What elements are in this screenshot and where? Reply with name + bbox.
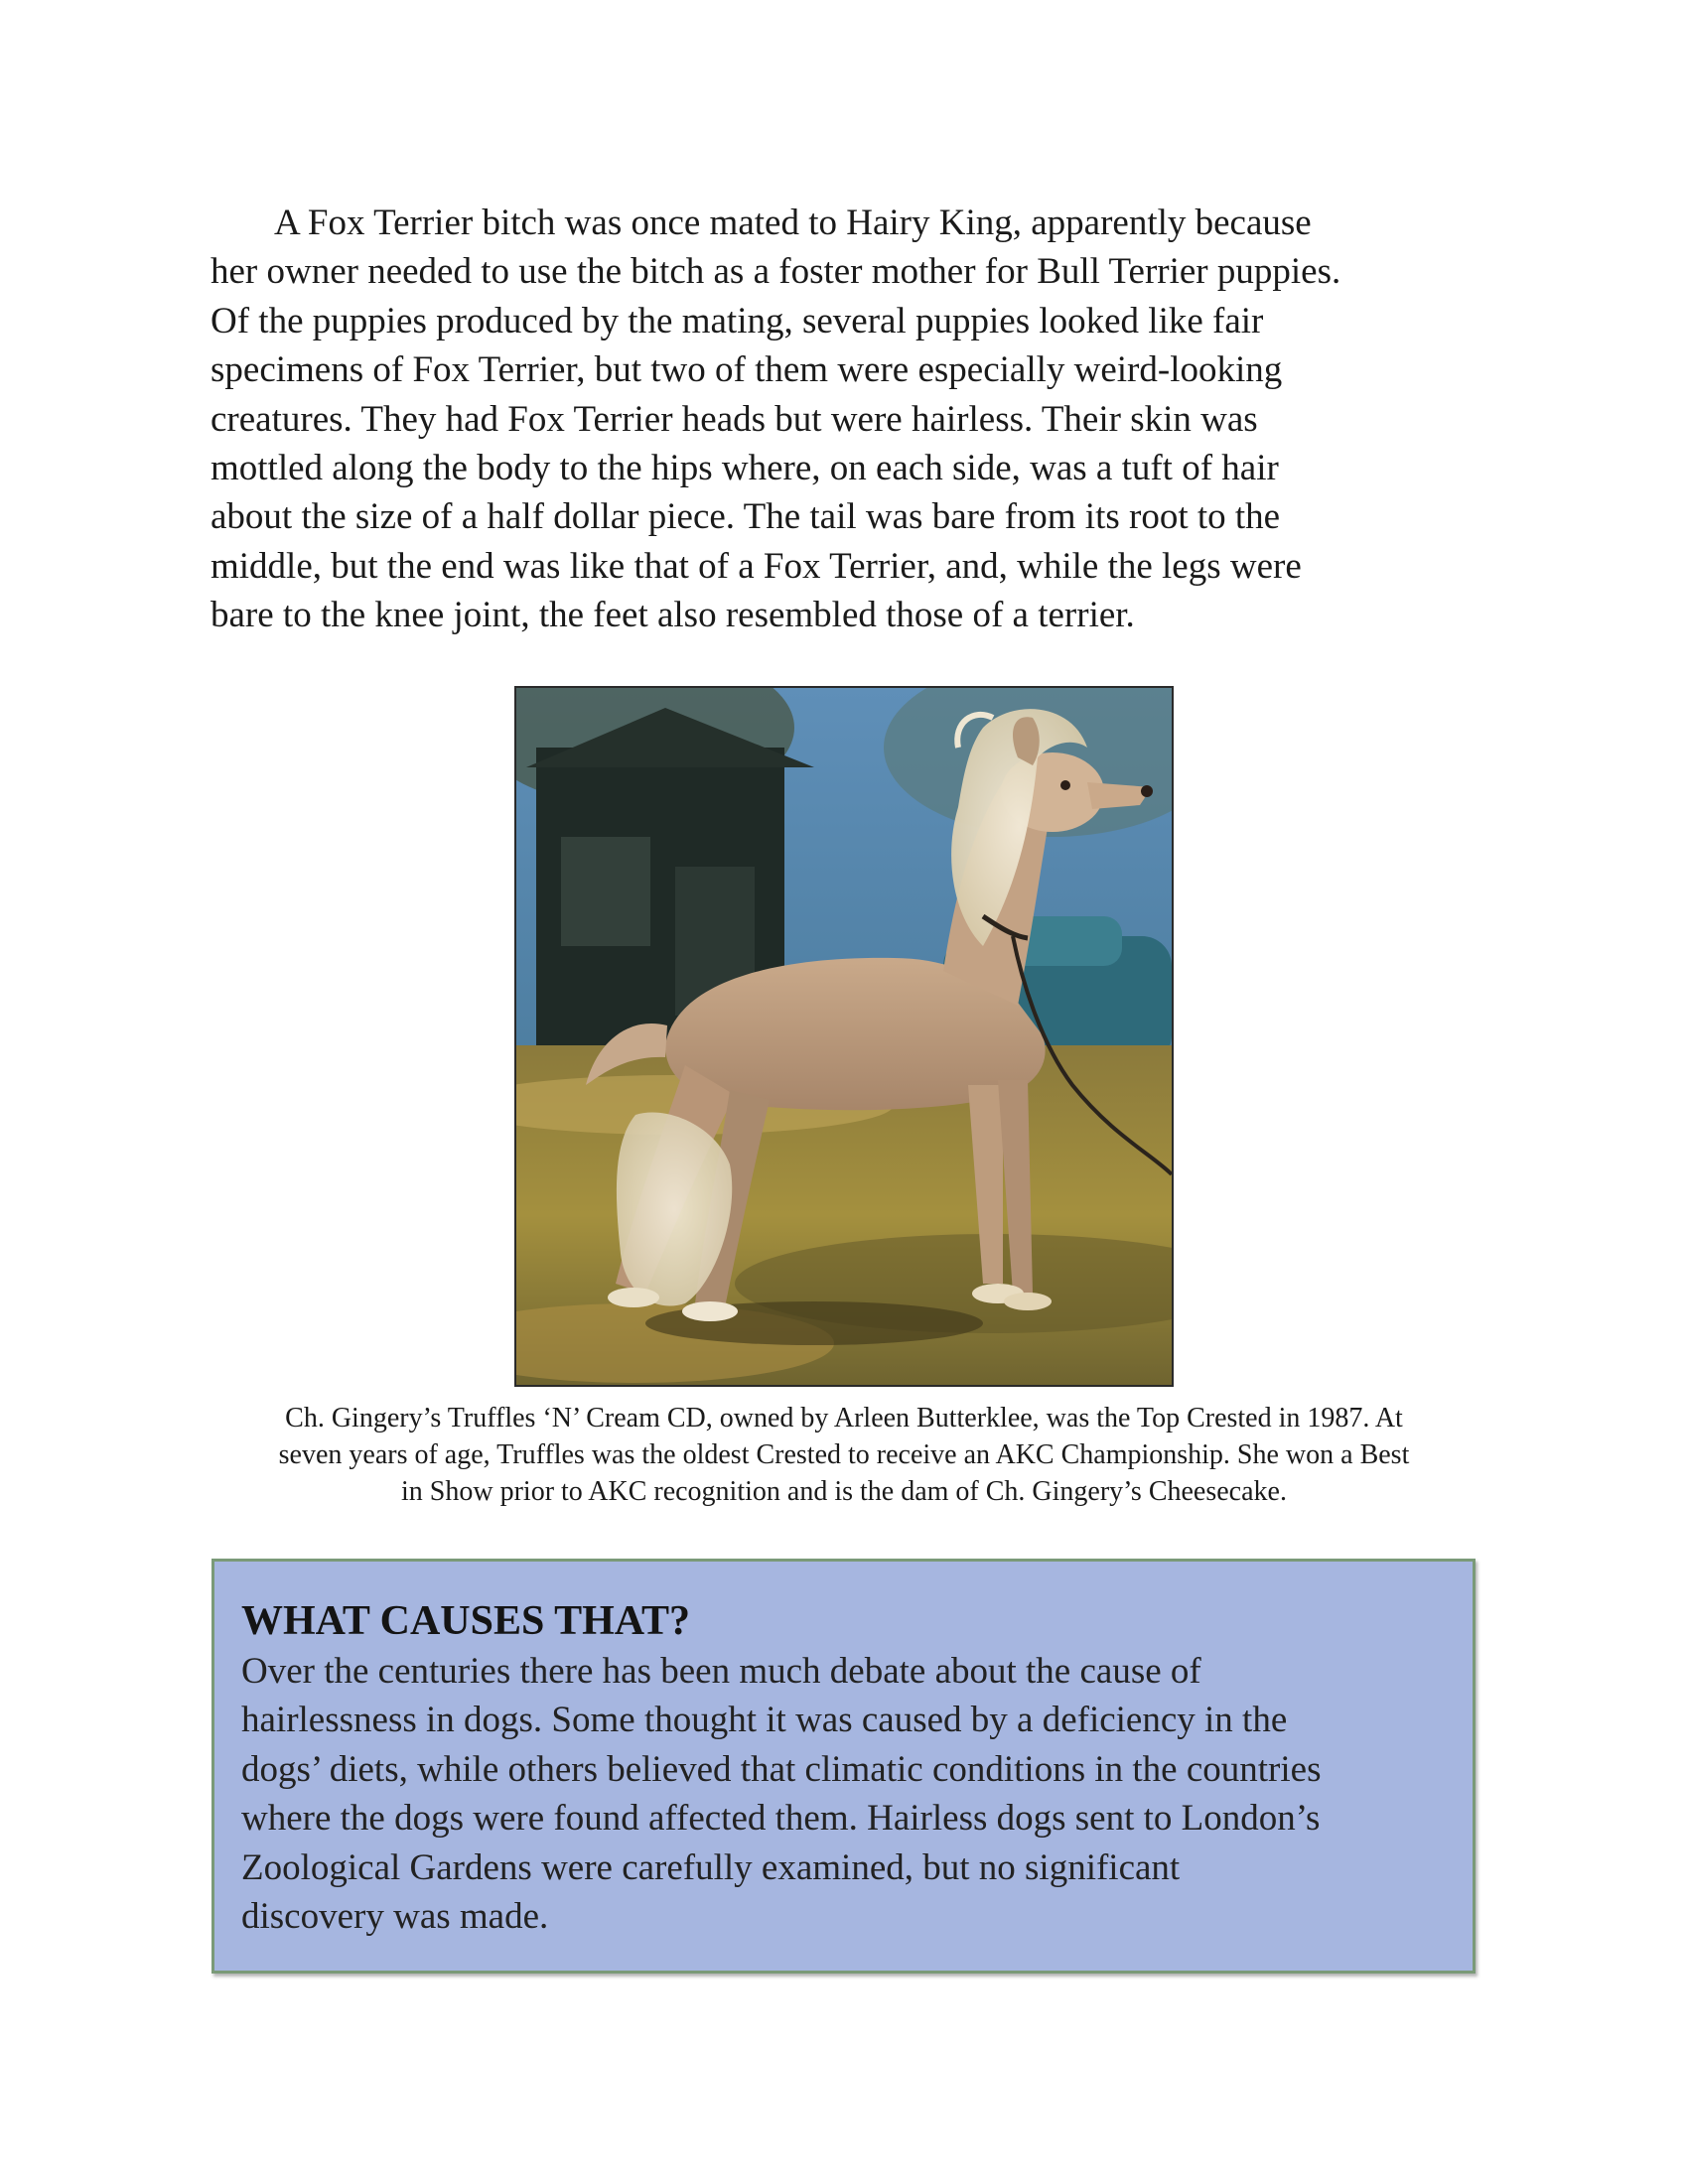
caption-line: seven years of age, Truffles was the oldest Crested to receive an AKC Championship. She won a Best — [278, 1439, 1410, 1470]
chinese-crested-dog-photo — [516, 688, 1172, 1385]
body-line: middle, but the end was like that of a Fox Terrier, and, while the legs were — [211, 545, 1302, 587]
body-line: Of the puppies produced by the mating, several puppies looked like fair — [211, 300, 1264, 341]
sidebar-line: discovery was made. — [241, 1896, 549, 1938]
sidebar-line: Over the centuries there has been much debate about the cause of — [241, 1651, 1201, 1692]
sidebar-body — [241, 1647, 1453, 1941]
sidebar-box — [211, 1559, 1476, 1974]
body-line: mottled along the body to the hips where, on each side, was a tuft of hair — [211, 448, 1279, 489]
body-line: creatures. They had Fox Terrier heads but were hairless. Their skin was — [211, 398, 1258, 440]
caption-line: in Show prior to AKC recognition and is the dam of Ch. Gingery’s Cheesecake. — [401, 1476, 1287, 1507]
body-line: specimens of Fox Terrier, but two of them were especially weird-looking — [211, 349, 1283, 391]
dog-photo — [514, 686, 1174, 1387]
body-line: A Fox Terrier bitch was once mated to Hairy King, apparently because — [274, 203, 1312, 243]
body-paragraph — [211, 199, 1491, 640]
sidebar-line: dogs’ diets, while others believed that climatic conditions in the countries — [241, 1748, 1322, 1790]
photo-caption — [211, 1400, 1477, 1510]
sidebar-line: Zoological Gardens were carefully examined, but no significant — [241, 1846, 1181, 1888]
caption-line: Ch. Gingery’s Truffles ‘N’ Cream CD, owned by Arleen Butterklee, was the Top Crested in 1987. At — [285, 1403, 1403, 1433]
sidebar-line: hairlessness in dogs. Some thought it was caused by a deficiency in the — [241, 1700, 1288, 1741]
sidebar-line: where the dogs were found affected them. Hairless dogs sent to London’s — [241, 1798, 1321, 1840]
sidebar-title: WHAT CAUSES THAT? — [241, 1598, 691, 1644]
body-line: her owner needed to use the bitch as a foster mother for Bull Terrier puppies. — [211, 251, 1341, 293]
body-line: about the size of a half dollar piece. The tail was bare from its root to the — [211, 496, 1281, 538]
body-line: bare to the knee joint, the feet also resembled those of a terrier. — [211, 595, 1135, 636]
